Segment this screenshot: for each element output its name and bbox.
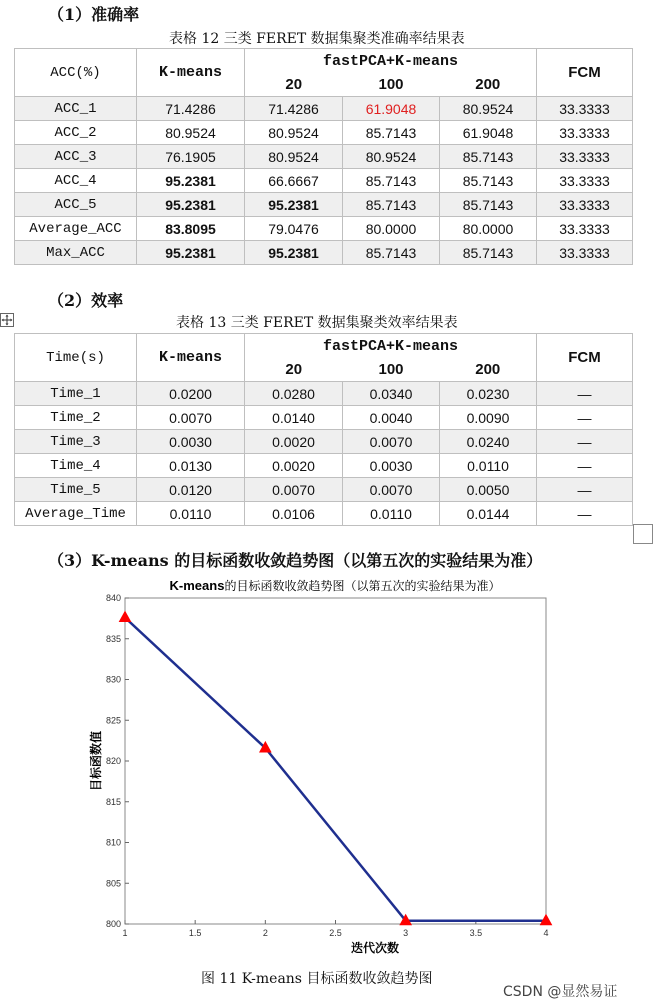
x-tick-label: 3: [403, 928, 409, 938]
efficiency-table: [14, 333, 633, 526]
y-tick-label: 800: [105, 919, 121, 929]
dim-200-header: 200: [440, 358, 537, 382]
kmeans-cell: 0.0120: [137, 478, 245, 502]
table-corner-header: Time(s): [15, 334, 137, 382]
dim-100-header: 100: [343, 358, 440, 382]
fastpca-20-cell: 0.0280: [245, 382, 343, 406]
x-axis-label: 迭代次数: [350, 941, 400, 955]
row-label: Max_ACC: [15, 241, 137, 265]
kmeans-cell: 95.2381: [137, 241, 245, 265]
y-tick-label: 805: [105, 878, 121, 889]
row-label: ACC_5: [15, 193, 137, 217]
fastpca-100-cell: 85.7143: [343, 121, 440, 145]
table-row: [15, 478, 633, 502]
dim-200-header: 200: [440, 73, 537, 97]
fcm-cell: 33.3333: [537, 97, 633, 121]
fastpca-200-cell: 85.7143: [440, 169, 537, 193]
x-tick-label: 1.5: [188, 928, 202, 938]
fastpca-100-cell: 0.0070: [343, 478, 440, 502]
fastpca-200-cell: 0.0144: [440, 502, 537, 526]
kmeans-cell: 71.4286: [137, 97, 245, 121]
fcm-cell: 33.3333: [537, 121, 633, 145]
table-row: [15, 121, 633, 145]
fastpca-200-cell: 0.0050: [440, 478, 537, 502]
fastpca-200-cell: 0.0240: [440, 430, 537, 454]
fastpca-100-cell: 85.7143: [343, 193, 440, 217]
fastpca-200-cell: 85.7143: [440, 193, 537, 217]
kmeans-cell: 0.0130: [137, 454, 245, 478]
table-row: [15, 97, 633, 121]
row-label: ACC_3: [15, 145, 137, 169]
fcm-cell: —: [537, 454, 633, 478]
dim-20-header: 20: [245, 358, 343, 382]
fastpca-100-cell: 0.0070: [343, 430, 440, 454]
fastpca-100-cell: 80.9524: [343, 145, 440, 169]
fcm-cell: 33.3333: [537, 217, 633, 241]
fastpca-200-cell: 61.9048: [440, 121, 537, 145]
fastpca-100-cell: 61.9048: [343, 97, 440, 121]
kmeans-cell: 83.8095: [137, 217, 245, 241]
fcm-header: FCM: [537, 334, 633, 382]
move-handle-icon[interactable]: [0, 312, 14, 326]
fastpca-20-cell: 0.0020: [245, 454, 343, 478]
fastpca-100-cell: 0.0040: [343, 406, 440, 430]
table-row: [15, 145, 633, 169]
csdn-watermark: CSDN @显然易证: [503, 984, 618, 1000]
fastpca-kmeans-header: fastPCA+K-means: [245, 49, 537, 74]
fastpca-20-cell: 80.9524: [245, 145, 343, 169]
fastpca-20-cell: 0.0070: [245, 478, 343, 502]
fastpca-20-cell: 0.0106: [245, 502, 343, 526]
kmeans-cell: 0.0030: [137, 430, 245, 454]
fastpca-100-cell: 80.0000: [343, 217, 440, 241]
fastpca-20-cell: 0.0140: [245, 406, 343, 430]
table-corner-header: ACC(%): [15, 49, 137, 97]
fcm-cell: —: [537, 502, 633, 526]
x-tick-label: 1: [122, 928, 128, 938]
row-label: Time_2: [15, 406, 137, 430]
y-tick-label: 815: [105, 796, 121, 807]
fastpca-200-cell: 85.7143: [440, 241, 537, 265]
table-row: [15, 454, 633, 478]
table-row: [15, 430, 633, 454]
fastpca-100-cell: 0.0110: [343, 502, 440, 526]
kmeans-cell: 0.0070: [137, 406, 245, 430]
fastpca-20-cell: 66.6667: [245, 169, 343, 193]
table-row: [15, 241, 633, 265]
kmeans-cell: 0.0200: [137, 382, 245, 406]
fastpca-20-cell: 79.0476: [245, 217, 343, 241]
y-tick-label: 840: [105, 593, 121, 603]
fcm-header: FCM: [537, 49, 633, 97]
fcm-cell: 33.3333: [537, 169, 633, 193]
fastpca-20-cell: 0.0020: [245, 430, 343, 454]
y-tick-label: 820: [105, 756, 121, 766]
accuracy-table: [14, 48, 633, 265]
table-13-caption: 表格 13 三类 FERET 数据集聚类效率结果表: [176, 315, 458, 331]
fastpca-100-cell: 0.0030: [343, 454, 440, 478]
kmeans-cell: 95.2381: [137, 169, 245, 193]
fastpca-200-cell: 85.7143: [440, 145, 537, 169]
row-label: ACC_1: [15, 97, 137, 121]
kmeans-cell: 76.1905: [137, 145, 245, 169]
fastpca-20-cell: 95.2381: [245, 241, 343, 265]
section-2-heading: （2）效率: [48, 291, 124, 310]
fcm-cell: 33.3333: [537, 241, 633, 265]
kmeans-cell: 95.2381: [137, 193, 245, 217]
table-row: [15, 193, 633, 217]
fcm-cell: —: [537, 382, 633, 406]
x-tick-label: 4: [543, 928, 549, 938]
fcm-cell: —: [537, 478, 633, 502]
row-label: ACC_2: [15, 121, 137, 145]
fastpca-20-cell: 80.9524: [245, 121, 343, 145]
chart-title: [170, 578, 501, 593]
row-label: Average_ACC: [15, 217, 137, 241]
fcm-cell: 33.3333: [537, 145, 633, 169]
row-label: Time_3: [15, 430, 137, 454]
table-12-caption: 表格 12 三类 FERET 数据集聚类准确率结果表: [169, 31, 465, 47]
fastpca-200-cell: 0.0090: [440, 406, 537, 430]
kmeans-cell: 0.0110: [137, 502, 245, 526]
plot-area: [125, 598, 546, 924]
row-label: ACC_4: [15, 169, 137, 193]
fastpca-20-cell: 71.4286: [245, 97, 343, 121]
figure-caption: 图 11 K-means 目标函数收敛趋势图: [201, 971, 433, 987]
section-1-heading: （1）准确率: [48, 5, 140, 24]
chart-title-latin: K-means: [169, 578, 225, 593]
fcm-cell: —: [537, 430, 633, 454]
section-3-heading: （3）K-means 的目标函数收敛趋势图（以第五次的实验结果为准）: [48, 551, 543, 570]
kmeans-header: K-means: [137, 334, 245, 382]
row-label: Time_1: [15, 382, 137, 406]
y-tick-label: 825: [105, 715, 121, 726]
y-tick-label: 810: [105, 837, 121, 848]
dim-100-header: 100: [343, 73, 440, 97]
kmeans-cell: 80.9524: [137, 121, 245, 145]
x-tick-label: 2.5: [329, 928, 342, 938]
resize-handle-icon[interactable]: [633, 524, 653, 544]
table-row: [15, 382, 633, 406]
row-label: Average_Time: [15, 502, 137, 526]
fastpca-20-cell: 95.2381: [245, 193, 343, 217]
fastpca-200-cell: 80.9524: [440, 97, 537, 121]
fcm-cell: —: [537, 406, 633, 430]
convergence-chart: [0, 570, 655, 960]
x-tick-label: 3.5: [469, 928, 483, 938]
fastpca-100-cell: 0.0340: [343, 382, 440, 406]
y-tick-label: 835: [105, 633, 121, 644]
fcm-cell: 33.3333: [537, 193, 633, 217]
table-row: [15, 502, 633, 526]
fastpca-100-cell: 85.7143: [343, 241, 440, 265]
y-axis-label: 目标函数值: [89, 730, 103, 792]
table-row: [15, 406, 633, 430]
row-label: Time_4: [15, 454, 137, 478]
fastpca-200-cell: 0.0110: [440, 454, 537, 478]
fastpca-200-cell: 0.0230: [440, 382, 537, 406]
row-label: Time_5: [15, 478, 137, 502]
fastpca-200-cell: 80.0000: [440, 217, 537, 241]
kmeans-header: K-means: [137, 49, 245, 97]
chart-title-cjk: 的目标函数收敛趋势图（以第五次的实验结果为准）: [224, 579, 501, 593]
table-row: [15, 217, 633, 241]
dim-20-header: 20: [245, 73, 343, 97]
x-tick-label: 2: [262, 928, 268, 938]
y-tick-label: 830: [105, 674, 121, 685]
table-row: [15, 169, 633, 193]
fastpca-kmeans-header: fastPCA+K-means: [245, 334, 537, 359]
fastpca-100-cell: 85.7143: [343, 169, 440, 193]
